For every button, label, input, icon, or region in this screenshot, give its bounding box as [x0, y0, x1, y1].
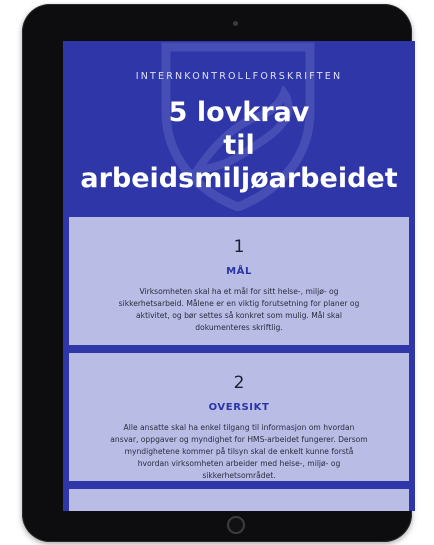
card-text: Virksomheten skal ha et mål for sitt helse-, miljø- og sikkerhetsarbeid. Målene er en viktig forutsetning for planer og aktivitet, og bør settes så konkret som mulig. Mål skal dokumenteres skriftlig.: [118, 287, 360, 332]
card-number: 2: [233, 373, 245, 393]
title-line-3: arbeidsmiljøarbeidet: [80, 163, 398, 194]
card-text: Alle ansatte skal ha enkel tilgang til informasjon om hvordan ansvar, oppgaver og myndighet for HMS-arbeidet fungerer. Dersom myndighetene kommer på tilsyn skal de enkelt kunne forstå hvordan virksomheten arbeider med helse-, miljø- og sikkerhetsområdet.: [110, 423, 368, 480]
home-button[interactable]: [227, 516, 245, 534]
camera-dot: [233, 21, 238, 26]
tablet-device: [22, 4, 412, 542]
card-heading: MÅL: [226, 266, 252, 277]
card-heading: OVERSIKT: [208, 402, 270, 413]
title-line-2: til: [223, 130, 255, 161]
requirement-card-2: [69, 353, 409, 481]
hero-section: [63, 41, 415, 195]
requirement-card-3-partial: [69, 489, 409, 511]
title-line-1: 5 lovkrav: [168, 97, 310, 128]
requirement-card-1: [69, 217, 409, 345]
requirement-list: [69, 217, 409, 511]
page-title: [63, 96, 415, 195]
card-number: 1: [233, 237, 245, 257]
eyebrow-label: INTERNKONTROLLFORSKRIFTEN: [135, 71, 343, 82]
screen: [63, 41, 415, 511]
